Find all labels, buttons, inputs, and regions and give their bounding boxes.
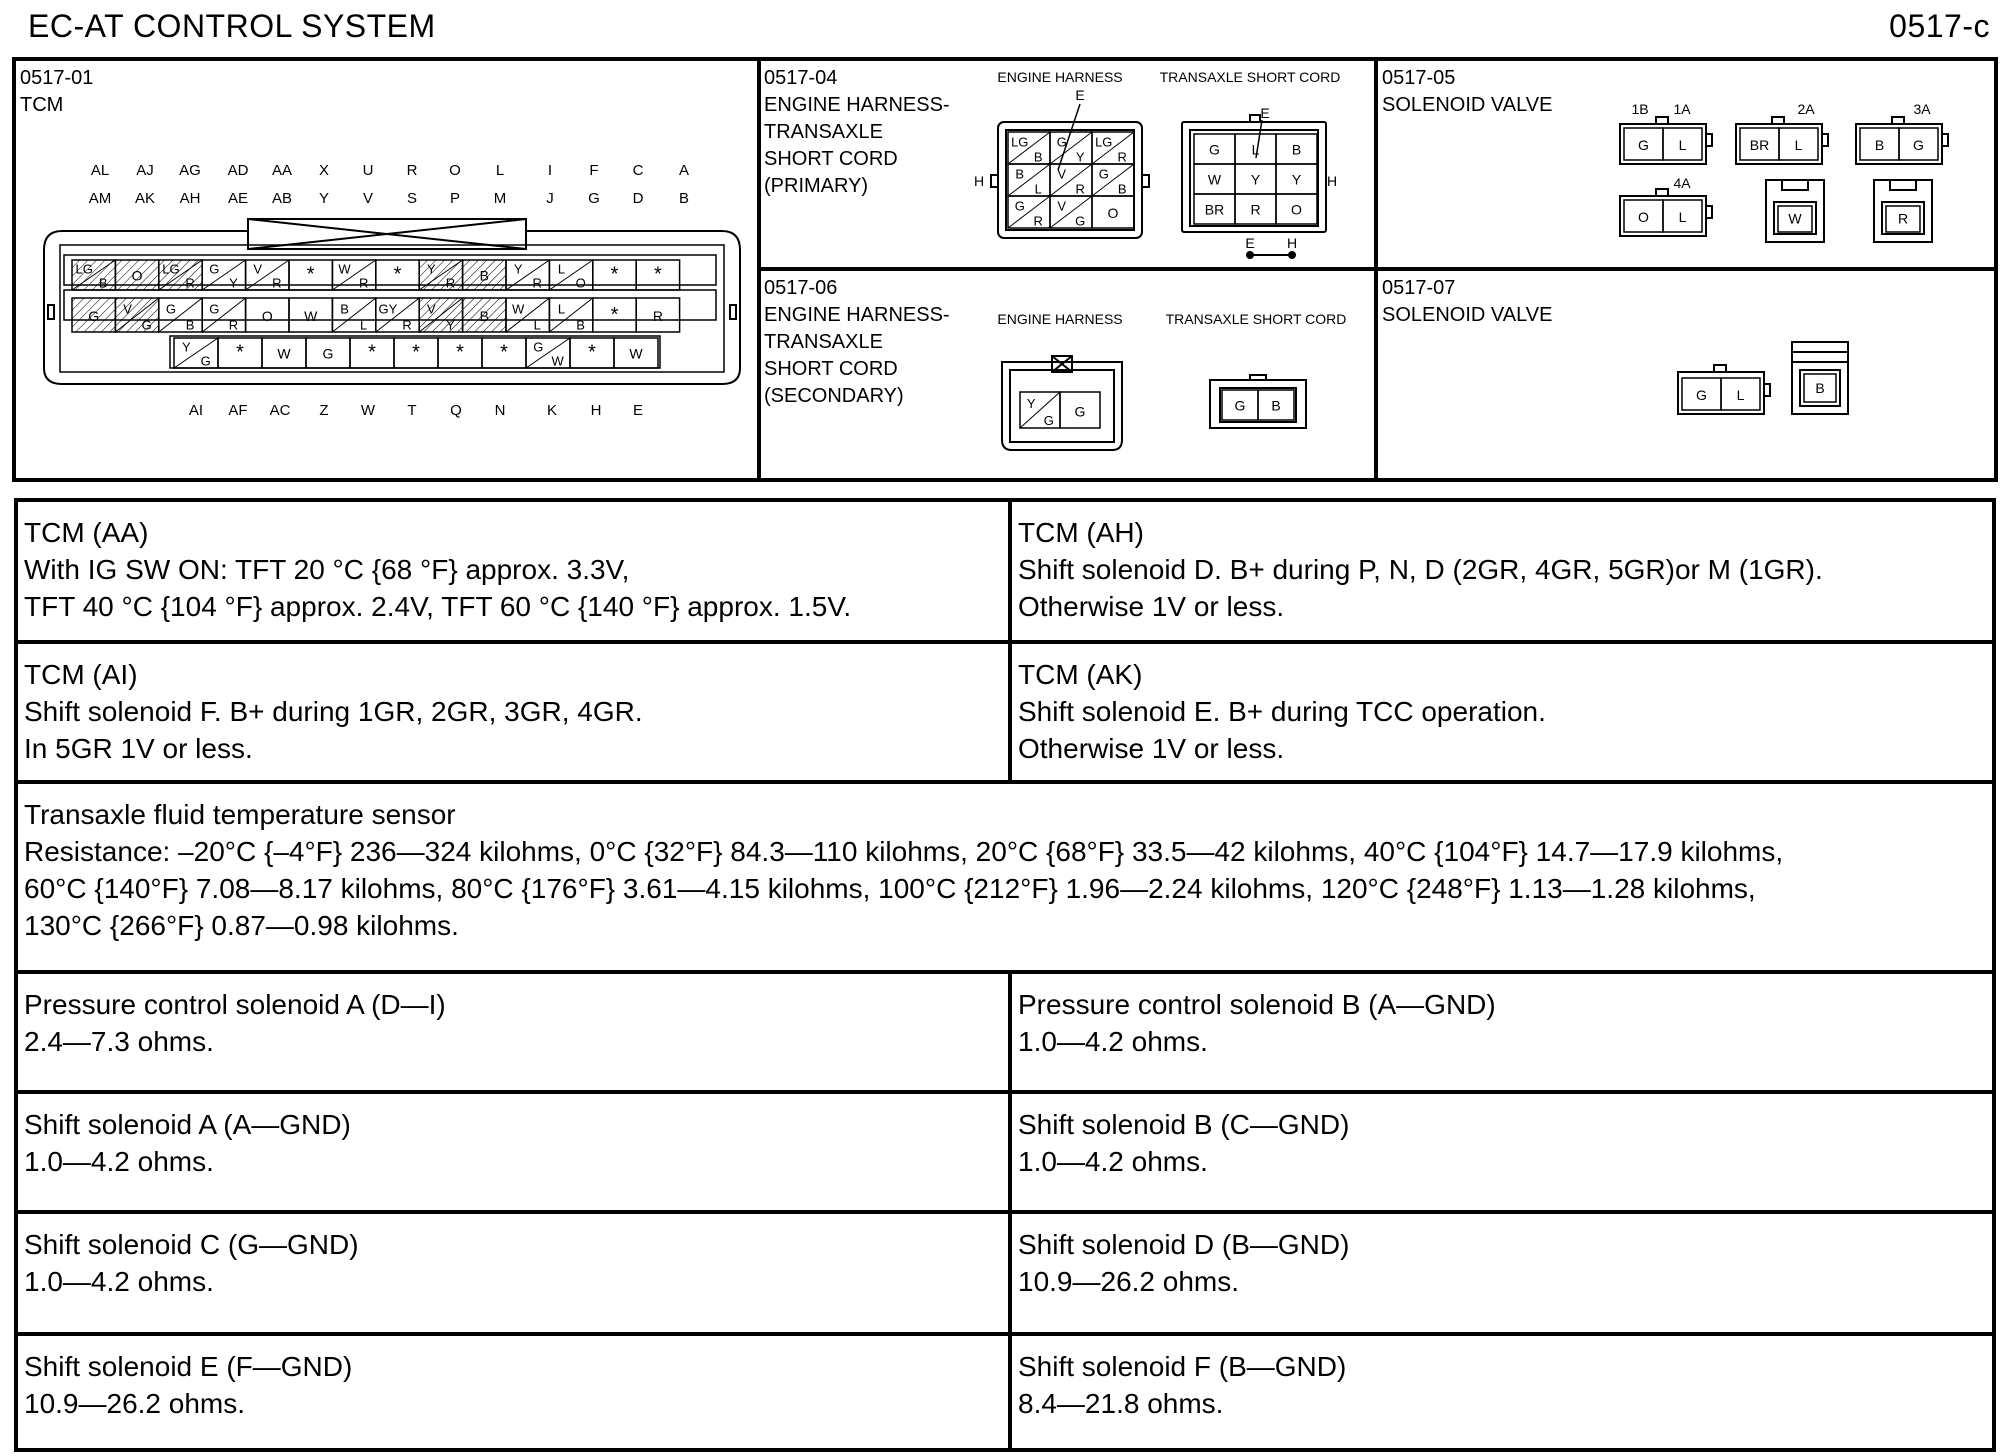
tcm-code: 0517-01 [20,67,94,89]
spec-text: In 5GR 1V or less. [24,733,253,764]
spec-text: Shift solenoid F. B+ during 1GR, 2GR, 3GR, 4GR. [24,696,643,727]
secondary-line: TRANSAXLE [764,331,883,353]
svg-text:Y: Y [1075,149,1085,165]
spec-ss-e [18,1332,1008,1448]
svg-text:LG: LG [75,261,93,277]
svg-text:AD: AD [227,162,249,179]
connector-pin [202,298,245,332]
svg-text:AA: AA [271,162,293,179]
spec-title: Shift solenoid F (B—GND) [1018,1351,1347,1382]
spec-tcm-ai [18,640,1008,780]
svg-text:L: L [1678,136,1687,153]
connector-pin [376,298,419,332]
svg-text:Y: Y [427,261,436,277]
svg-text:L: L [557,301,566,317]
svg-text:O: O [575,275,586,291]
svg-text:I: I [547,162,553,179]
svg-text:C: C [632,162,644,179]
connector-pin [115,298,158,332]
svg-text:G: G [1056,134,1067,150]
svg-text:G: G [1043,413,1054,429]
secondary-transaxle-label: TRANSAXLE SHORT CORD [1165,311,1347,327]
connector-pin [72,298,115,332]
connector-pin [72,260,115,291]
page-code: 0517-c [1889,8,1990,44]
spec-title: TCM (AH) [1018,517,1144,548]
svg-text:O: O [449,162,461,179]
svg-text:R: R [185,275,195,291]
svg-text:X: X [318,162,330,179]
svg-text:R: R [1250,201,1261,218]
spec-tcm-ah [1008,502,1992,640]
spec-title: TCM (AI) [24,659,138,690]
svg-text:Y: Y [1291,171,1302,188]
svg-text:G: G [200,353,211,369]
page-title: EC-AT CONTROL SYSTEM [28,8,436,44]
svg-text:GY: GY [378,301,398,317]
svg-text:AH: AH [179,190,201,207]
svg-text:V: V [362,190,374,207]
solenoid5-name: SOLENOID VALVE [1382,94,1553,116]
connector-pin [1235,194,1276,224]
connector-pin [614,338,658,368]
spec-ss-d [1008,1210,1992,1332]
connector-pin [246,260,289,291]
svg-text:*: * [500,341,508,364]
connector-pin [636,298,679,332]
solenoid-connectors [1620,117,1948,414]
spec-ss-b [1008,1090,1992,1210]
svg-text:R: R [358,275,369,291]
svg-text:L: L [557,261,566,277]
connector-pin [506,298,549,332]
connector-pin [289,298,332,332]
spec-value: 2.4—7.3 ohms. [24,1026,214,1057]
pin-e-label: E [1075,87,1085,103]
svg-text:W: W [629,345,643,362]
connector-pin [438,338,482,368]
svg-text:AL: AL [90,162,110,179]
svg-text:Y: Y [446,317,455,333]
svg-text:A: A [678,162,690,179]
connector-pin [1258,390,1294,420]
connector-pin [1276,134,1317,164]
connector-pin [1276,164,1317,194]
connector-pin [549,260,592,291]
connector-diagram [0,0,2000,485]
spec-ss-f [1008,1332,1992,1448]
svg-text:W: W [512,301,525,317]
spec-title: Shift solenoid E (F—GND) [24,1351,353,1382]
spec-title: Pressure control solenoid A (D—I) [24,989,446,1020]
svg-text:V: V [1057,166,1067,182]
svg-text:N: N [494,402,506,419]
svg-text:Y: Y [181,339,191,355]
svg-text:M: M [493,190,507,207]
connector-pin [1008,196,1050,228]
svg-text:B: B [678,190,690,207]
connector-pin [1804,374,1836,402]
connector-pin [1194,134,1235,164]
svg-text:O: O [261,308,273,325]
secondary-engine-label: ENGINE HARNESS [997,311,1123,327]
connector-pin [1663,200,1702,232]
solenoid-label-2a: 2A [1797,101,1815,117]
spec-text: Resistance: –20°C {–4°F} 236—324 kilohms, 0°C {32°F} 84.3—110 kilohms, 20°C {68°F} 33.5—42 kilohms, 40°C {104°F} 14.7—17.9 kilohms, [24,836,1784,867]
svg-text:R: R [1897,210,1909,227]
svg-text:L: L [1251,141,1260,158]
svg-text:*: * [393,263,402,286]
secondary-line: ENGINE HARNESS- [764,304,950,326]
spec-title: TCM (AK) [1018,659,1143,690]
svg-text:G: G [1696,386,1707,403]
connector-pin [262,338,306,368]
svg-text:G: G [1209,141,1220,158]
svg-text:AF: AF [228,402,248,419]
svg-text:AE: AE [227,190,249,207]
connector-pin [506,260,549,291]
svg-text:B: B [1815,380,1825,397]
connector-pin [1050,196,1092,228]
pin-e-label: E [1260,105,1270,121]
spec-ss-a [18,1090,1008,1210]
connector-pin [1092,164,1134,196]
svg-text:BR: BR [1749,136,1770,153]
svg-text:V: V [253,261,263,277]
spec-text: With IG SW ON: TFT 20 °C {68 °F} approx. 3.3V, [24,554,630,585]
svg-text:G: G [1098,166,1109,182]
svg-text:*: * [306,263,315,286]
svg-text:O: O [131,267,143,284]
svg-text:*: * [412,341,420,364]
svg-text:AI: AI [188,402,204,419]
svg-text:L: L [1034,181,1042,197]
spec-text: Shift solenoid D. B+ during P, N, D (2GR, 4GR, 5GR)or M (1GR). [1018,554,1823,585]
svg-text:Y: Y [1250,171,1261,188]
svg-text:S: S [406,190,418,207]
svg-text:W: W [1788,210,1802,227]
spec-value: 1.0—4.2 ohms. [24,1266,214,1297]
primary-engine-label: ENGINE HARNESS [997,69,1123,85]
specifications-table [14,498,1996,1452]
svg-text:R: R [272,275,282,291]
connector-pin [1222,390,1258,420]
svg-text:V: V [427,301,436,317]
svg-text:L: L [1736,386,1745,403]
connector-pin [1050,164,1092,196]
svg-text:AJ: AJ [136,162,154,179]
svg-text:R: R [1117,149,1127,165]
spec-text: 60°C {140°F} 7.08—8.17 kilohms, 80°C {176°F} 3.61—4.15 kilohms, 100°C {212°F} 1.96—2.24 kilohms, 120°C {248°F} 1.13—1.28 kilohms, [24,873,1756,904]
connector-pin [332,298,375,332]
connector-pin [1194,194,1235,224]
svg-text:G: G [322,345,334,362]
connector-pin [306,338,350,368]
svg-text:Z: Z [319,402,329,419]
connector-pin [1060,392,1100,428]
primary-transaxle-label: TRANSAXLE SHORT CORD [1159,69,1341,85]
svg-text:L: L [1794,136,1803,153]
svg-text:R: R [406,162,418,179]
spec-title: Transaxle fluid temperature sensor [24,799,456,830]
svg-text:*: * [456,341,464,364]
spec-value: 10.9—26.2 ohms. [24,1388,246,1419]
svg-text:B: B [576,317,585,333]
primary-code: 0517-04 [764,67,838,89]
svg-text:O: O [1291,201,1302,218]
svg-text:BR: BR [1204,201,1225,218]
svg-text:R: R [228,317,239,333]
connector-pin [526,338,570,369]
connector-pin [463,298,506,332]
svg-text:LG: LG [162,261,180,277]
svg-text:R: R [532,275,542,291]
connector-pin [1235,164,1276,194]
svg-text:LG: LG [1095,134,1113,150]
pin-h-label: H [973,173,985,189]
svg-text:W: W [1207,171,1222,188]
connector-pin [482,338,526,368]
spec-pcs-b [1008,970,1992,1090]
svg-text:Y: Y [318,190,330,207]
svg-text:AK: AK [134,190,156,207]
svg-text:B: B [185,317,195,333]
svg-text:*: * [236,341,244,364]
svg-text:G: G [1638,136,1649,153]
svg-text:P: P [449,190,461,207]
svg-text:O: O [1107,204,1119,221]
connector-pin [1235,134,1276,164]
connector-pin [570,338,614,368]
svg-text:G: G [1075,213,1086,229]
secondary-line: SHORT CORD [764,358,898,380]
spec-text: Otherwise 1V or less. [1018,733,1285,764]
svg-text:B: B [1291,141,1302,158]
primary-line: ENGINE HARNESS- [764,94,950,116]
svg-text:U: U [362,162,374,179]
connector-pin [1050,132,1092,164]
connector-pin [246,298,289,332]
svg-text:G: G [141,317,152,333]
solenoid7-code: 0517-07 [1382,277,1456,299]
svg-text:G: G [88,308,100,325]
spec-value: 10.9—26.2 ohms. [1018,1266,1240,1297]
svg-text:AG: AG [179,162,201,179]
connector-pin [1008,164,1050,196]
svg-text:R: R [402,317,412,333]
svg-text:R: R [1033,213,1043,229]
svg-text:J: J [546,190,554,207]
connector-pin [394,338,438,368]
svg-text:Q: Q [450,402,462,419]
spec-tft-sensor [18,780,1992,970]
spec-tcm-ak [1008,640,1992,780]
spec-pcs-a [18,970,1008,1090]
svg-text:L: L [1678,208,1687,225]
svg-text:G: G [588,190,600,207]
connector-pin [1779,128,1818,160]
svg-text:W: W [277,345,291,362]
spec-text: TFT 40 °C {104 °F} approx. 2.4V, TFT 60 °C {140 °F} approx. 1.5V. [24,591,852,622]
svg-text:L: L [360,317,368,333]
svg-text:R: R [652,308,663,325]
spec-title: Shift solenoid B (C—GND) [1018,1109,1350,1140]
solenoid-label-3a: 3A [1913,101,1931,117]
svg-text:L: L [495,162,505,179]
secondary-code: 0517-06 [764,277,838,299]
svg-text:R: R [445,275,456,291]
pin-h-label: H [1286,235,1298,251]
svg-text:B: B [1033,149,1043,165]
connector-pin [463,260,506,290]
connector-pin [549,298,592,332]
svg-text:R: R [1075,181,1085,197]
solenoid5-code: 0517-05 [1382,67,1456,89]
svg-text:*: * [588,341,596,364]
connector-pin [218,338,262,368]
connector-pin [593,298,636,332]
svg-text:F: F [589,162,599,179]
spec-text: Otherwise 1V or less. [1018,591,1285,622]
connector-pin [202,260,245,291]
svg-text:L: L [533,317,541,333]
svg-text:G: G [1074,403,1086,420]
svg-text:G: G [1014,198,1025,214]
svg-text:W: W [304,308,318,325]
spec-tcm-aa [18,502,1008,640]
svg-text:V: V [1057,198,1067,214]
connector-pin [1860,128,1899,160]
connector-pin [115,260,158,290]
svg-text:Y: Y [513,261,523,277]
secondary-line: (SECONDARY) [764,385,904,407]
connector-pin [174,338,218,369]
primary-line: (PRIMARY) [764,175,869,197]
svg-text:G: G [209,301,220,317]
svg-text:AB: AB [271,190,293,207]
svg-text:G: G [209,261,220,277]
svg-text:K: K [546,402,558,419]
primary-line: SHORT CORD [764,148,898,170]
svg-text:B: B [1015,166,1025,182]
svg-text:*: * [654,263,662,286]
spec-title: Shift solenoid C (G—GND) [24,1229,359,1260]
svg-text:AC: AC [269,402,291,419]
connector-pin [1778,206,1812,232]
connector-pin [332,260,375,291]
svg-text:B: B [1874,136,1885,153]
svg-text:Y: Y [1026,396,1036,412]
connector-pin [419,260,462,291]
connector-pin [1624,200,1663,232]
svg-text:D: D [632,190,644,207]
spec-title: Shift solenoid A (A—GND) [24,1109,351,1140]
svg-text:G: G [1913,136,1924,153]
spec-title: Pressure control solenoid B (A—GND) [1018,989,1496,1020]
svg-text:B: B [98,275,108,291]
connector-pin [159,260,202,291]
spec-value: 8.4—21.8 ohms. [1018,1388,1224,1419]
spec-ss-c [18,1210,1008,1332]
spec-text: 130°C {266°F} 0.87—0.98 kilohms. [24,910,459,941]
svg-text:W: W [551,353,564,369]
svg-text:W: W [360,402,376,419]
connector-pin [159,298,202,332]
connector-pin [1624,128,1663,160]
svg-text:T: T [407,402,417,419]
connector-pin [1008,132,1050,164]
svg-text:B: B [479,267,489,284]
svg-text:B: B [1271,397,1281,414]
connector-pin [1092,196,1134,228]
connector-pin [1886,206,1920,232]
svg-text:H: H [590,402,602,419]
connector-pin [1740,128,1779,160]
pin-e-label: E [1245,235,1255,251]
solenoid-label-1a: 1A [1673,101,1691,117]
svg-text:Y: Y [229,275,238,291]
svg-text:G: G [533,339,544,355]
tcm-name: TCM [20,94,64,116]
svg-text:G: G [1234,397,1246,414]
svg-text:O: O [1638,208,1649,225]
connector-pin [1020,392,1060,428]
svg-text:*: * [368,341,376,364]
connector-pin [1276,194,1317,224]
connector-pin [419,298,462,332]
connector-pin [1663,128,1702,160]
spec-value: 1.0—4.2 ohms. [24,1146,214,1177]
connector-pin [1092,132,1134,164]
svg-text:V: V [123,301,132,317]
connector-pin [1721,378,1760,410]
spec-value: 1.0—4.2 ohms. [1018,1026,1208,1057]
svg-text:*: * [610,304,619,327]
primary-line: TRANSAXLE [764,121,883,143]
solenoid7-name: SOLENOID VALVE [1382,304,1553,326]
svg-text:G: G [165,301,177,317]
solenoid-label-1b: 1B [1631,101,1649,117]
svg-text:AM: AM [88,190,112,207]
connector-pin [1194,164,1235,194]
pin-h-label: H [1326,173,1338,189]
svg-text:E: E [632,402,644,419]
svg-text:B: B [479,308,489,325]
svg-text:B: B [1117,181,1127,197]
connector-pin [1682,378,1721,410]
solenoid-label-4a: 4A [1673,175,1691,191]
svg-text:LG: LG [1011,134,1029,150]
connector-pin [1899,128,1938,160]
spec-value: 1.0—4.2 ohms. [1018,1146,1208,1177]
svg-text:*: * [610,263,619,286]
spec-title: TCM (AA) [24,517,149,548]
svg-text:B: B [340,301,349,317]
connector-pin [350,338,394,368]
spec-title: Shift solenoid D (B—GND) [1018,1229,1350,1260]
spec-text: Shift solenoid E. B+ during TCC operation. [1018,696,1546,727]
svg-text:W: W [338,261,351,277]
